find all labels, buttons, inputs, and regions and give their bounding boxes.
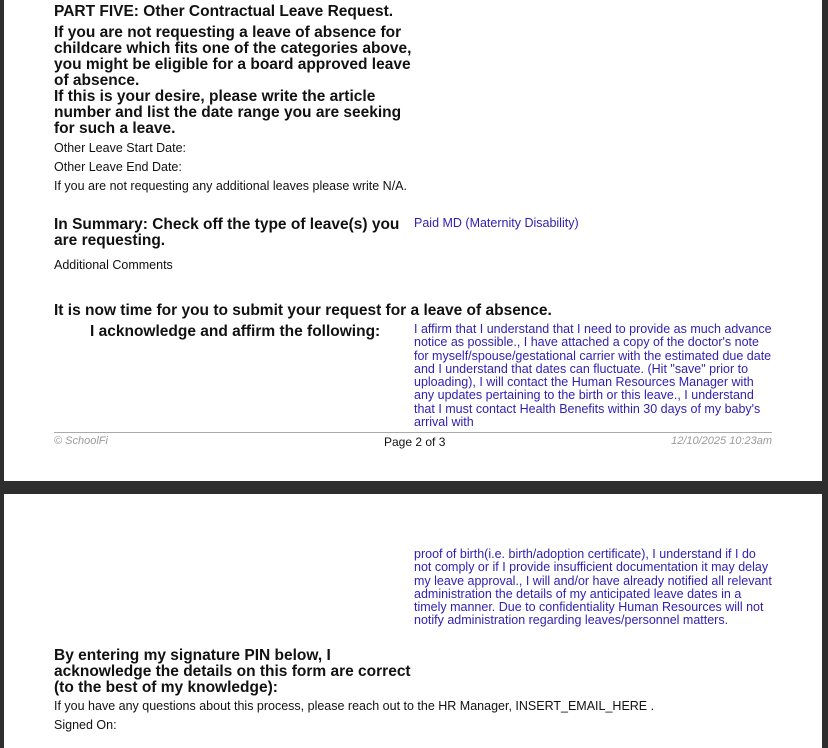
acknowledge-label: I acknowledge and affirm the following: xyxy=(90,323,381,340)
footer-copyright: © SchoolFi xyxy=(54,435,108,447)
footer-timestamp: 12/10/2025 10:23am xyxy=(671,435,772,447)
acknowledge-value-part1: I affirm that I understand that I need to provide as much advance notice as possible., I have attached a copy of the doctor's note for myself/spouse/gestational carrier with the estimated due date and I understand that dates can fluctuate. (Hit "save" prior to uploading), I will contact the Human Resources Manager with any updates pertaining to the birth or this leave., I understand that I must contact Health Benefits within 30 days of my baby's arrival with xyxy=(414,322,772,430)
part-five-title: PART FIVE: Other Contractual Leave Request. xyxy=(54,3,394,20)
signed-on-label: Signed On: xyxy=(54,718,117,732)
additional-comments-label: Additional Comments xyxy=(54,258,173,272)
other-leave-start-label: Other Leave Start Date: xyxy=(54,141,187,155)
footer-page-number: Page 2 of 3 xyxy=(384,435,446,449)
signature-heading: By entering my signature PIN below, I acknowledge the details on this form are correct (to the best of my knowledge): xyxy=(54,647,411,696)
document-page-3 xyxy=(4,494,822,748)
submit-heading: It is now time for you to submit your request for a leave of absence. xyxy=(54,302,552,319)
summary-value: Paid MD (Maternity Disability) xyxy=(414,216,579,230)
summary-label: In Summary: Check off the type of leave(s) you are requesting. xyxy=(54,216,400,249)
part-five-intro: If you are not requesting a leave of absence for childcare which fits one of the categories above, you might be eligible for a board approved leave of absence. xyxy=(54,24,412,89)
document-page-2 xyxy=(4,0,822,481)
na-instruction: If you are not requesting any additional leaves please write N/A. xyxy=(54,179,407,193)
questions-text: If you have any questions about this process, please reach out to the HR Manager, INSERT_EMAIL_HERE . xyxy=(54,699,655,713)
other-leave-end-label: Other Leave End Date: xyxy=(54,160,182,174)
acknowledge-value-part2: proof of birth(i.e. birth/adoption certificate), I understand if I do not comply or if I provide insufficient documentation it may delay my leave approval., I will and/or have already notified all relevant administration the details of my anticipated leave dates in a timely manner. Due to confidentiality Human Resources will not notify administration regarding leaves/personnel matters. xyxy=(414,547,772,628)
footer-divider xyxy=(54,432,772,433)
part-five-instruction: If this is your desire, please write the article number and list the date range you are seeking for such a leave. xyxy=(54,88,402,137)
